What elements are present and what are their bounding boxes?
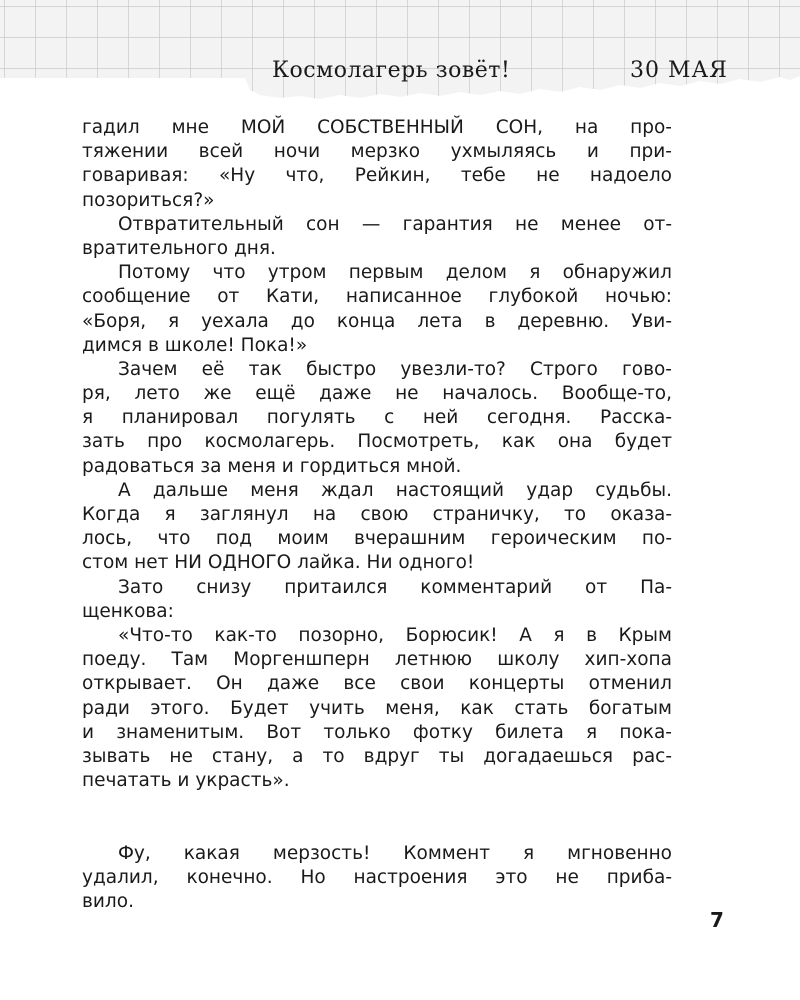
- grid-paper-decoration: [0, 0, 800, 100]
- text-line: позориться?»: [82, 189, 215, 211]
- text-line: лось, что под моим вчерашним героическим по-: [82, 528, 672, 550]
- text-line: зывать не стану, а то вдруг ты догадаешься рас-: [82, 745, 672, 767]
- text-line: Потому что утром первым делом я обнаружил: [118, 262, 672, 284]
- header-strip: [0, 0, 800, 100]
- text-line: открывает. Он даже все свои концерты отменил: [82, 673, 672, 695]
- text-line: ради этого. Будет учить меня, как стать богатым: [82, 697, 672, 719]
- text-line: Фу, какая мерзость! Коммент я мгновенно: [118, 842, 672, 864]
- text-line: вратительного дня.: [82, 237, 276, 259]
- text-line: А дальше меня ждал настоящий удар судьбы.: [118, 479, 672, 501]
- text-line: радоваться за меня и гордиться мной.: [82, 455, 462, 477]
- paragraph-gap: [82, 793, 672, 841]
- text-line: я планировал погулять с ней сегодня. Расска-: [82, 407, 672, 429]
- text-line: «Что-то как-то позорно, Борюсик! А я в Крым: [118, 624, 672, 646]
- text-line: стом нет НИ ОДНОГО лайка. Ни одного!: [82, 552, 475, 574]
- text-line: говаривая: «Ну что, Рейкин, тебе не надоело: [82, 165, 672, 187]
- text-line: тяжении всей ночи мерзко ухмыляясь и при-: [82, 141, 672, 163]
- text-line: гадил мне МОЙ СОБСТВЕННЫЙ СОН, на про-: [82, 117, 672, 138]
- page-body-text: [82, 116, 672, 914]
- text-line: печатать и украсть».: [82, 770, 290, 792]
- text-line: Зато снизу притаился комментарий от Па-: [118, 576, 672, 598]
- text-line: Когда я заглянул на свою страничку, то оказа-: [82, 504, 672, 525]
- text-line: поеду. Там Моргеншперн летнюю школу хип-хопа: [82, 649, 672, 671]
- text-line: удалил, конечно. Но настроения это не приба-: [82, 866, 672, 888]
- text-line: димся в школе! Пока!»: [82, 334, 308, 356]
- text-line: ря, лето же ещё даже не началось. Вообще-то,: [82, 383, 672, 405]
- text-line: Зачем её так быстро увезли-то? Строго гово-: [118, 358, 672, 380]
- text-line: Отвратительный сон — гарантия не менее от-: [118, 213, 672, 235]
- chapter-date: 30 МАЯ: [630, 58, 728, 83]
- text-line: «Боря, я уехала до конца лета в деревню. Уви-: [82, 310, 672, 332]
- text-line: зать про космолагерь. Посмотреть, как она будет: [82, 431, 672, 453]
- page-number: 7: [710, 908, 724, 932]
- text-line: сообщение от Кати, написанное глубокой ночью:: [82, 286, 672, 308]
- text-line: и знаменитым. Вот только фотку билета я пока-: [82, 721, 672, 743]
- chapter-title: Космолагерь зовёт!: [272, 58, 511, 83]
- text-line: щенкова:: [82, 600, 174, 622]
- text-line: вило.: [82, 891, 134, 913]
